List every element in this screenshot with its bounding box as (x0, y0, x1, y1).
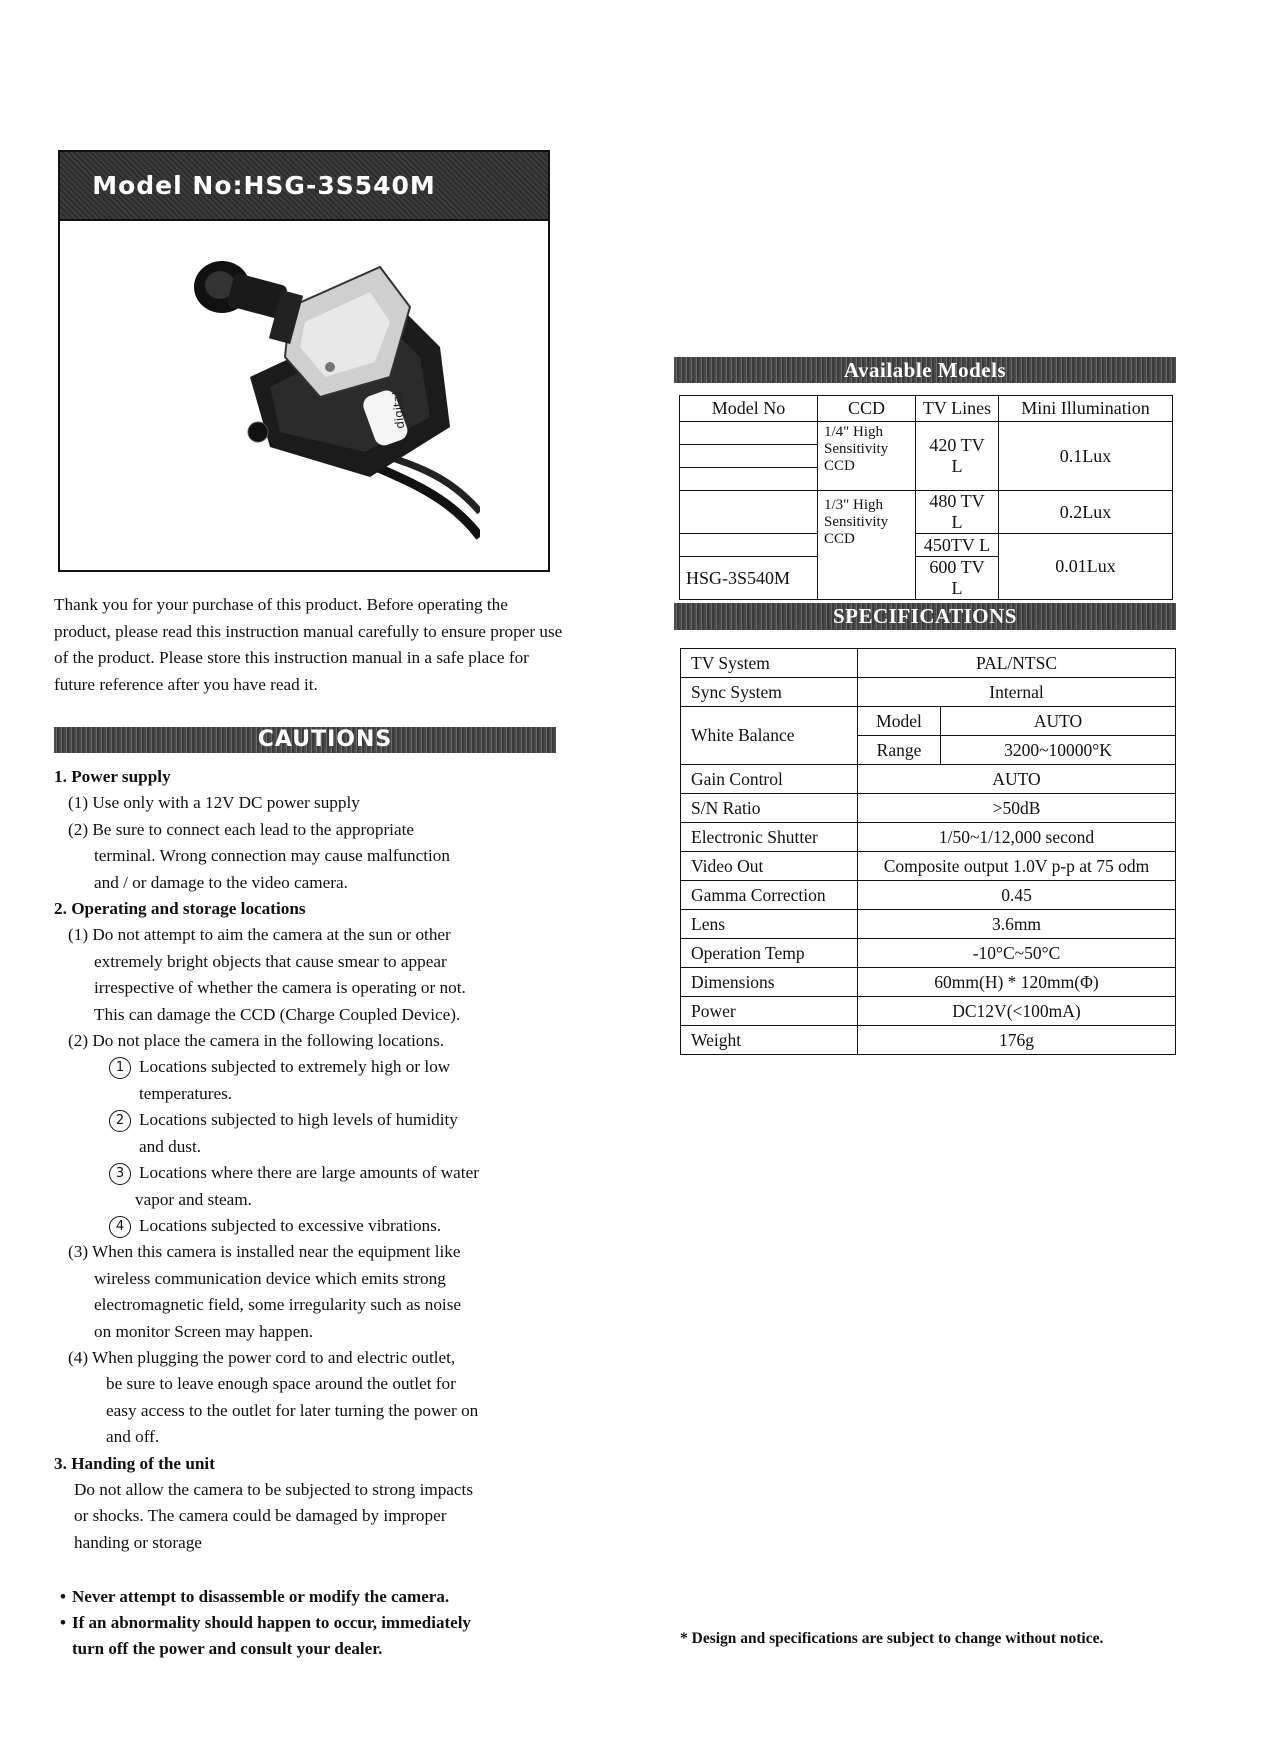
note-line: turn off the power and consult your dealer. (72, 1639, 383, 1658)
caution-line: wireless communication device which emits strong (94, 1268, 446, 1288)
spec-row (681, 649, 1176, 678)
spec-value: AUTO (858, 765, 1176, 794)
model-cell (680, 422, 818, 445)
spec-value: 3.6mm (858, 910, 1176, 939)
spec-row (681, 794, 1176, 823)
caution-line: or shocks. The camera could be damaged by improper (74, 1506, 447, 1526)
spec-value: Internal (858, 678, 1176, 707)
specifications-title: SPECIFICATIONS (833, 604, 1017, 628)
illumination-cell: 0.2Lux (999, 491, 1173, 534)
spec-label: Power (681, 997, 858, 1026)
spec-value: PAL/NTSC (858, 649, 1176, 678)
footnote: * Design and specifications are subject to change without notice. (680, 1630, 1104, 1647)
spec-row (681, 678, 1176, 707)
spec-label: Gain Control (681, 765, 858, 794)
illumination-cell: 0.01Lux (999, 534, 1173, 600)
spec-value: DC12V(<100mA) (858, 997, 1176, 1026)
wb-range-label: Range (858, 736, 941, 765)
illumination-cell: 0.1Lux (999, 422, 1173, 491)
spec-label: Gamma Correction (681, 881, 858, 910)
location-item-cont: temperatures. (139, 1083, 233, 1103)
camera-photo (150, 247, 480, 547)
spec-row (681, 997, 1176, 1026)
caution-line: irrespective of whether the camera is operating or not. (94, 978, 466, 998)
section-heading: 2. Operating and storage locations (54, 899, 306, 919)
note-line: • If an abnormality should happen to occur, immediately (60, 1613, 471, 1632)
spec-row (681, 823, 1176, 852)
header-tv-lines: TV Lines (916, 396, 999, 422)
specifications-bar (674, 603, 1176, 630)
spec-row (681, 939, 1176, 968)
spec-row (681, 968, 1176, 997)
location-item: 3 Locations where there are large amounts of water (109, 1160, 574, 1186)
camera-label-text: digital (389, 390, 408, 430)
location-item-cont: and dust. (139, 1136, 202, 1156)
spec-label: White Balance (681, 707, 858, 765)
caution-line: and off. (106, 1427, 160, 1447)
caution-line: be sure to leave enough space around the outlet for (106, 1374, 456, 1394)
spec-label: Video Out (681, 852, 858, 881)
tv-lines-cell: 480 TV L (916, 491, 999, 534)
header-model-no: Model No (680, 396, 818, 422)
circled-number: 4 (109, 1216, 131, 1238)
wb-range-value: 3200~10000°K (941, 736, 1176, 765)
caution-line: handing or storage (74, 1532, 202, 1552)
caution-line: (2) Be sure to connect each lead to the appropriate (68, 819, 414, 839)
spec-value: 1/50~1/12,000 second (858, 823, 1176, 852)
caution-line: Do not allow the camera to be subjected to strong impacts (74, 1479, 474, 1499)
caution-line: on monitor Screen may happen. (94, 1321, 314, 1341)
spec-value: 0.45 (858, 881, 1176, 910)
circled-number: 1 (109, 1057, 131, 1079)
model-title-bar (60, 152, 548, 221)
spec-label: Electronic Shutter (681, 823, 858, 852)
model-cell: HSG-3S540M (680, 557, 818, 600)
note-line: • Never attempt to disassemble or modify the camera. (60, 1587, 450, 1606)
model-box (58, 150, 550, 572)
safety-notes (60, 1584, 580, 1662)
tv-lines-cell: 600 TV L (916, 557, 999, 600)
spec-row (681, 1026, 1176, 1055)
cautions-title: CAUTIONS (257, 727, 393, 752)
available-models-bar (674, 357, 1176, 383)
spec-row (681, 852, 1176, 881)
location-item: 2 Locations subjected to high levels of humidity (109, 1107, 574, 1133)
wb-model-label: Model (858, 707, 941, 736)
caution-line: terminal. Wrong connection may cause malfunction (94, 846, 450, 866)
caution-line: (2) Do not place the camera in the following locations. (68, 1031, 445, 1051)
tv-lines-cell: 450TV L (916, 534, 999, 557)
spec-row (681, 881, 1176, 910)
section-heading: 1. Power supply (54, 767, 171, 786)
caution-line: extremely bright objects that cause smear to appear (94, 951, 447, 971)
model-cell (680, 468, 818, 491)
spec-label: Operation Temp (681, 939, 858, 968)
cautions-bar (54, 727, 556, 753)
model-title: Model No:HSG-3S540M (92, 171, 436, 200)
available-models-table (679, 395, 1173, 600)
caution-line: easy access to the outlet for later turning the power on (106, 1400, 479, 1420)
spec-value: >50dB (858, 794, 1176, 823)
model-cell (680, 445, 818, 468)
caution-line: (4) When plugging the power cord to and electric outlet, (68, 1347, 456, 1367)
caution-line: (3) When this camera is installed near the equipment like (68, 1242, 461, 1262)
spec-label: Sync System (681, 678, 858, 707)
ccd-third-cell: 1/3" High Sensitivity CCD (818, 491, 916, 600)
caution-line: (1) Use only with a 12V DC power supply (68, 793, 360, 813)
location-item: 4 Locations subjected to excessive vibrations. (109, 1213, 574, 1239)
header-ccd: CCD (818, 396, 916, 422)
ccd-quarter-cell: 1/4" High Sensitivity CCD (818, 422, 916, 491)
caution-line: and / or damage to the video camera. (94, 872, 348, 892)
model-cell (680, 491, 818, 534)
spec-row (681, 765, 1176, 794)
cautions-body (54, 764, 574, 1556)
caution-line: This can damage the CCD (Charge Coupled Device). (94, 1004, 461, 1024)
spec-label: TV System (681, 649, 858, 678)
location-item-cont: vapor and steam. (135, 1189, 252, 1209)
available-models-title: Available Models (843, 358, 1007, 382)
spec-value: -10°C~50°C (858, 939, 1176, 968)
spec-label: Lens (681, 910, 858, 939)
spec-row (681, 707, 1176, 736)
caution-line: electromagnetic field, some irregularity such as noise (94, 1295, 462, 1315)
location-item: 1 Locations subjected to extremely high or low (109, 1054, 574, 1080)
spec-value: 176g (858, 1026, 1176, 1055)
circled-number: 3 (109, 1163, 131, 1185)
circled-number: 2 (109, 1110, 131, 1132)
spec-label: S/N Ratio (681, 794, 858, 823)
intro-paragraph: Thank you for your purchase of this product. Before operating the product, please read this instruction manual carefully to ensure proper use of the product. Please store this instruction manual in a safe place for future reference after you have read it. (54, 595, 563, 694)
model-cell (680, 534, 818, 557)
spec-label: Dimensions (681, 968, 858, 997)
spec-value: 60mm(H) * 120mm(Φ) (858, 968, 1176, 997)
tv-lines-cell: 420 TV L (916, 422, 999, 491)
spec-row (681, 910, 1176, 939)
section-heading: 3. Handing of the unit (54, 1453, 215, 1473)
spec-label: Weight (681, 1026, 858, 1055)
wb-model-value: AUTO (941, 707, 1176, 736)
header-mini-illumination: Mini Illumination (999, 396, 1173, 422)
caution-line: (1) Do not attempt to aim the camera at the sun or other (68, 925, 451, 945)
specifications-table (680, 648, 1176, 1055)
spec-value: Composite output 1.0V p-p at 75 odm (858, 852, 1176, 881)
